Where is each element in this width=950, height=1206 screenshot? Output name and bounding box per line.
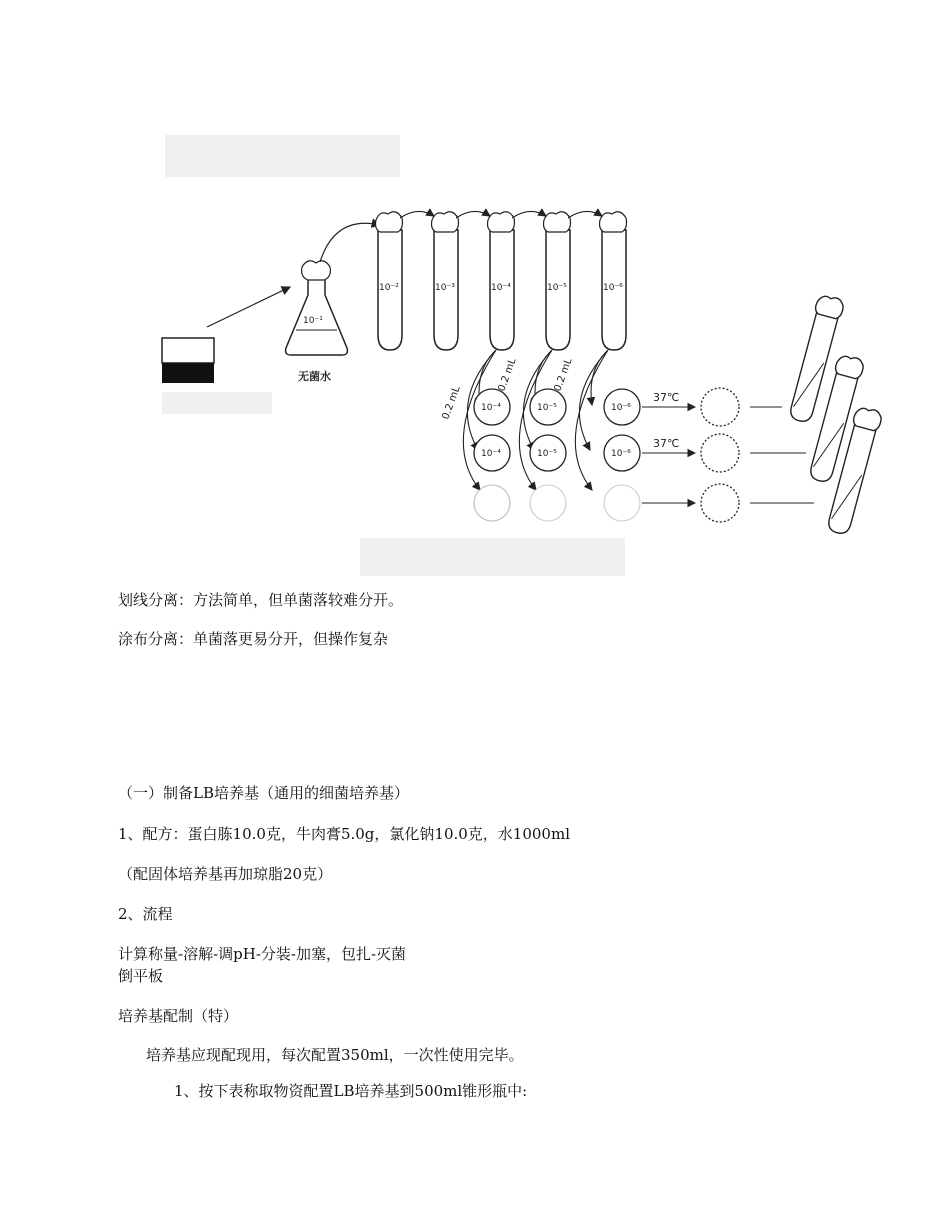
flask-dilution-label: 10⁻¹ [303,316,323,326]
plate-dilution-label: 10⁻⁴ [481,449,501,459]
dilution-plating-figure [150,120,900,590]
agar-plate [530,389,566,425]
agar-plate [604,435,640,471]
plate-dilution-label: 10⁻⁵ [537,403,557,413]
streak-method-note: 划线分离：方法简单，但单菌落较难分开。 [118,591,404,609]
faded-caption-block [360,538,625,576]
dilution-tube [544,212,571,350]
recipe-line: 1、配方：蛋白胨10.0克，牛肉膏5.0g，氯化钠10.0克，水1000ml [118,825,570,843]
slant-tubes [786,293,883,536]
process-heading: 2、流程 [118,905,173,923]
dilution-tube [376,212,403,350]
usage-note: 培养基应现配现用，每次配置350ml，一次性使用完毕。 [146,1046,524,1064]
plate-dilution-label: 10⁻⁶ [611,449,631,459]
plate-dilution-label: 10⁻⁴ [481,403,501,413]
dilution-diagram [150,120,900,590]
plate-dilution-label: 10⁻⁶ [611,403,631,413]
dilution-tube [488,212,515,350]
temperature-label: 37℃ [653,437,680,450]
dilution-tube [600,212,627,350]
tube-dilution-label: 10⁻³ [435,283,455,293]
incubation-arrows [642,407,695,503]
agar-note: （配固体培养基再加琼脂20克） [118,865,333,883]
arrow-to-flask [207,287,290,327]
transfer-volume-label: 0.2 mL [496,356,519,394]
arrow-to-tube-1 [320,223,380,262]
process-steps: 计算称量-溶解-调pH-分装-加塞，包扎-灭菌 [118,945,407,963]
transfer-volume-label: 0.2 mL [552,356,575,394]
dilution-tubes [376,212,627,350]
tube-dilution-label: 10⁻⁵ [547,283,567,293]
faded-title-block [165,135,400,177]
tube-dilution-label: 10⁻⁴ [491,283,511,293]
transfer-volume-label: 0.2 mL [440,384,463,422]
step-1: 1、按下表称取物资配置LB培养基到500ml锥形瓶中: [174,1082,528,1100]
temperature-label: 37℃ [653,391,680,404]
agar-plate [474,435,510,471]
pour-plates-step: 倒平板 [118,967,164,985]
soil-sample-box [162,338,272,414]
tube-dilution-label: 10⁻⁶ [603,283,623,293]
sterile-water-flask [286,261,348,383]
agar-plates [474,389,640,521]
spread-method-note: 涂布分离：单菌落更易分开，但操作复杂 [118,630,389,648]
plate-dilution-label: 10⁻⁵ [537,449,557,459]
special-prep-heading: 培养基配制（特） [118,1007,239,1025]
tube-dilution-label: 10⁻² [379,283,399,293]
agar-plate [474,389,510,425]
dilution-tube [432,212,459,350]
agar-plate [604,389,640,425]
flask-label: 无菌水 [298,370,331,383]
agar-plate [530,435,566,471]
section-heading-lb-medium: （一）制备LB培养基（通用的细菌培养基） [118,784,409,802]
